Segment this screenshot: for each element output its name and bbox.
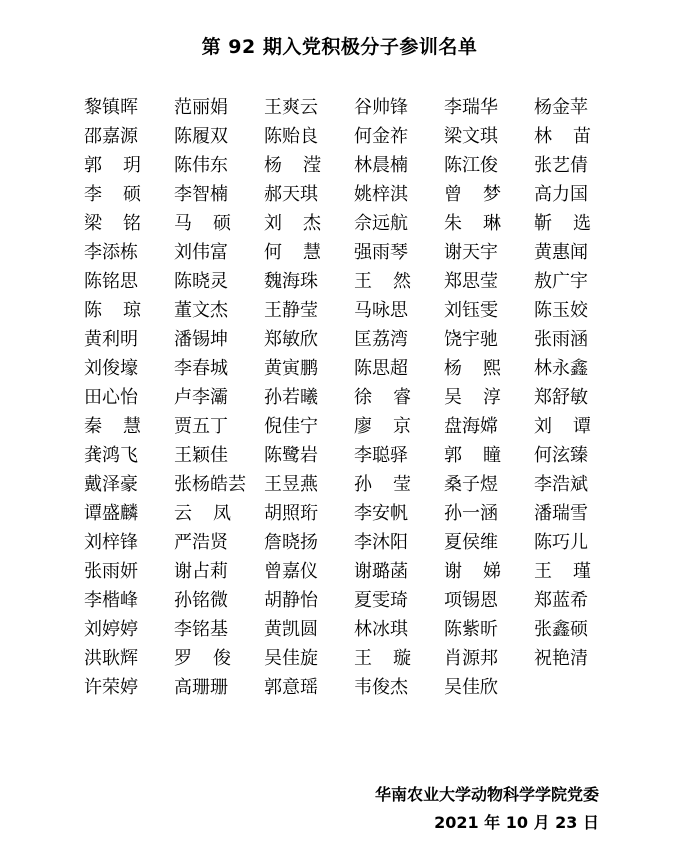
name-entry: 李硕	[84, 184, 162, 205]
name-entry: 刘钰雯	[444, 300, 498, 321]
name-entry: 陈铭思	[84, 271, 138, 292]
name-entry: 胡照珩	[264, 503, 318, 524]
name-entry: 黄凯圆	[264, 619, 318, 640]
name-entry: 王瑾	[534, 561, 612, 582]
name-entry: 郝天琪	[264, 184, 318, 205]
name-entry: 曾梦	[444, 184, 522, 205]
name-entry: 张雨妍	[84, 561, 138, 582]
name-entry: 范丽娟	[174, 97, 228, 118]
name-entry: 吴淳	[444, 387, 522, 408]
name-entry: 刘俊壕	[84, 358, 138, 379]
name-entry: 刘伟富	[174, 242, 228, 263]
name-entry: 何金祚	[354, 126, 408, 147]
name-entry: 项锡恩	[444, 590, 498, 611]
name-entry: 李楷峰	[84, 590, 138, 611]
name-entry: 洪耿辉	[84, 648, 138, 669]
issue-date: 2021 年 10 月 23 日	[434, 813, 599, 832]
name-entry: 李智楠	[174, 184, 228, 205]
name-entry: 高珊珊	[174, 677, 228, 698]
name-entry: 吴佳旋	[264, 648, 318, 669]
name-entry: 匡荔湾	[354, 329, 408, 350]
name-entry: 谭盛麟	[84, 503, 138, 524]
name-entry: 廖京	[354, 416, 432, 437]
name-entry: 张艺倩	[534, 155, 588, 176]
name-entry: 邵嘉源	[84, 126, 138, 147]
name-entry: 魏海珠	[264, 271, 318, 292]
name-entry: 孙一涵	[444, 503, 498, 524]
name-entry: 吴佳欣	[444, 677, 498, 698]
name-entry: 盘海嫦	[444, 416, 498, 437]
name-entry: 严浩贤	[174, 532, 228, 553]
name-entry: 张雨涵	[534, 329, 588, 350]
name-entry: 王昱燕	[264, 474, 318, 495]
name-entry: 郑敏欣	[264, 329, 318, 350]
name-entry: 郭瞳	[444, 445, 522, 466]
name-entry: 胡静怡	[264, 590, 318, 611]
name-entry: 刘梓锋	[84, 532, 138, 553]
name-entry: 郑舒敏	[534, 387, 588, 408]
name-entry: 谢娣	[444, 561, 522, 582]
name-entry: 王然	[354, 271, 432, 292]
name-entry: 陈琼	[84, 300, 162, 321]
name-entry: 高力国	[534, 184, 588, 205]
name-entry: 郑蓝希	[534, 590, 588, 611]
name-entry: 谢占莉	[174, 561, 228, 582]
name-entry: 田心怡	[84, 387, 138, 408]
name-entry: 戴泽豪	[84, 474, 138, 495]
name-entry: 强雨琴	[354, 242, 408, 263]
name-entry: 云凤	[174, 503, 252, 524]
name-entry: 佘远航	[354, 213, 408, 234]
name-entry: 郭玥	[84, 155, 162, 176]
name-entry: 靳选	[534, 213, 612, 234]
name-entry: 秦慧	[84, 416, 162, 437]
name-entry: 梁文琪	[444, 126, 498, 147]
name-entry: 罗俊	[174, 648, 252, 669]
page-title: 第 92 期入党积极分子参训名单	[201, 36, 478, 58]
name-entry: 刘杰	[264, 213, 342, 234]
name-entry: 李聪驿	[354, 445, 408, 466]
name-entry: 梁铭	[84, 213, 162, 234]
name-entry: 郭意瑶	[264, 677, 318, 698]
name-entry: 杨滢	[264, 155, 342, 176]
name-entry: 孙铭微	[174, 590, 228, 611]
name-entry: 许荣婷	[84, 677, 138, 698]
name-entry: 张鑫硕	[534, 619, 588, 640]
name-entry: 卢李灞	[174, 387, 228, 408]
name-list	[84, 93, 624, 702]
name-entry: 潘瑞雪	[534, 503, 588, 524]
name-entry: 林永鑫	[534, 358, 588, 379]
name-entry: 夏雯琦	[354, 590, 408, 611]
name-entry: 贾五丁	[174, 416, 228, 437]
name-entry: 李添栋	[84, 242, 138, 263]
name-entry: 王颖佳	[174, 445, 228, 466]
name-entry: 何泫臻	[534, 445, 588, 466]
name-entry: 林冰琪	[354, 619, 408, 640]
name-entry: 王爽云	[264, 97, 318, 118]
name-entry: 陈晓灵	[174, 271, 228, 292]
name-entry: 陈履双	[174, 126, 228, 147]
name-entry: 谢璐菡	[354, 561, 408, 582]
name-entry: 朱琳	[444, 213, 522, 234]
name-entry: 杨熙	[444, 358, 522, 379]
name-entry: 肖源邦	[444, 648, 498, 669]
name-entry: 陈贻良	[264, 126, 318, 147]
name-entry: 詹晓扬	[264, 532, 318, 553]
name-entry: 杨金苹	[534, 97, 588, 118]
name-entry: 饶宇驰	[444, 329, 498, 350]
name-entry: 林晨楠	[354, 155, 408, 176]
name-entry: 祝艳清	[534, 648, 588, 669]
name-entry: 徐睿	[354, 387, 432, 408]
name-entry: 陈紫昕	[444, 619, 498, 640]
issuing-organization: 华南农业大学动物科学学院党委	[374, 785, 599, 804]
name-entry: 桑子煜	[444, 474, 498, 495]
name-entry: 何慧	[264, 242, 342, 263]
name-entry: 陈鹭岩	[264, 445, 318, 466]
name-entry: 李瑞华	[444, 97, 498, 118]
name-entry: 韦俊杰	[354, 677, 408, 698]
name-entry: 李浩斌	[534, 474, 588, 495]
name-entry: 谢天宇	[444, 242, 498, 263]
name-entry: 孙若曦	[264, 387, 318, 408]
name-entry: 龚鸿飞	[84, 445, 138, 466]
name-entry: 陈巧儿	[534, 532, 588, 553]
name-entry: 张杨皓芸	[174, 474, 246, 495]
name-entry: 陈伟东	[174, 155, 228, 176]
name-entry: 刘婷婷	[84, 619, 138, 640]
name-entry: 夏侯维	[444, 532, 498, 553]
name-entry: 马咏思	[354, 300, 408, 321]
name-entry: 陈思超	[354, 358, 408, 379]
name-entry: 王静莹	[264, 300, 318, 321]
name-entry: 倪佳宁	[264, 416, 318, 437]
name-entry: 曾嘉仪	[264, 561, 318, 582]
name-entry: 黄利明	[84, 329, 138, 350]
name-entry: 马硕	[174, 213, 252, 234]
name-entry: 董文杰	[174, 300, 228, 321]
name-entry: 谷帅锋	[354, 97, 408, 118]
name-entry: 李安帆	[354, 503, 408, 524]
name-entry: 刘谭	[534, 416, 612, 437]
name-entry: 林苗	[534, 126, 612, 147]
name-entry: 王璇	[354, 648, 432, 669]
name-entry: 郑思莹	[444, 271, 498, 292]
name-entry: 敖广宇	[534, 271, 588, 292]
name-entry: 姚梓淇	[354, 184, 408, 205]
name-entry: 李铭基	[174, 619, 228, 640]
name-entry: 陈江俊	[444, 155, 498, 176]
name-entry: 黎镇晖	[84, 97, 138, 118]
name-entry: 黄寅鹏	[264, 358, 318, 379]
name-entry: 黄惠闻	[534, 242, 588, 263]
name-entry: 李春城	[174, 358, 228, 379]
name-entry: 潘锡坤	[174, 329, 228, 350]
name-entry: 陈玉姣	[534, 300, 588, 321]
name-entry: 李沐阳	[354, 532, 408, 553]
name-entry: 孙莹	[354, 474, 432, 495]
